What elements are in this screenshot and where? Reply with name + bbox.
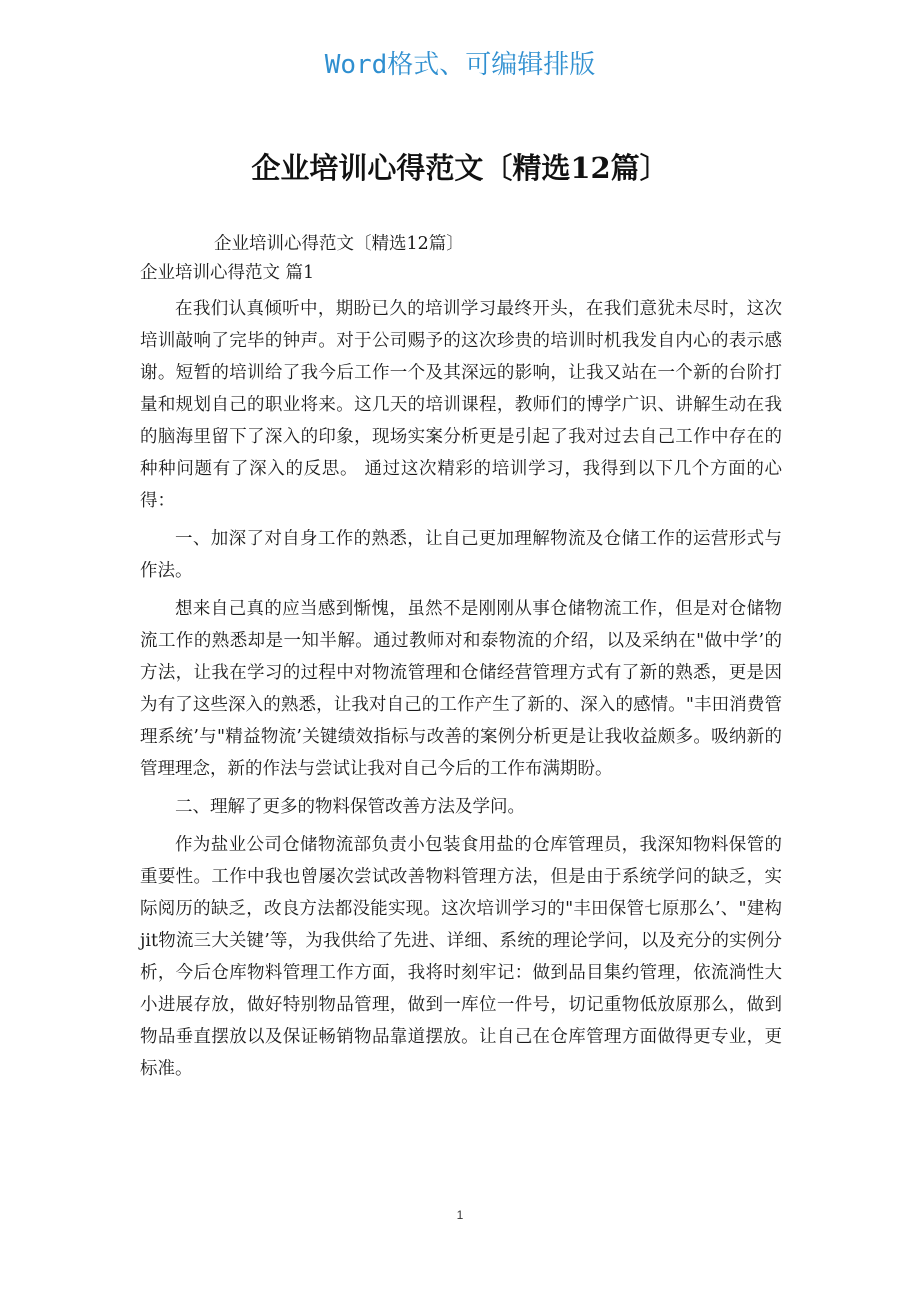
paragraph: 作为盐业公司仓储物流部负责小包装食用盐的仓库管理员，我深知物料保管的重要性。工作中我也曾屡次尝试改善物料管理方法，但是由于系统学问的缺乏，实际阅历的缺乏，改良方法都没能实现。这次培训学习的"丰田保管七原那么’、"建构jit物流三大关键’等，为我供给了先进、详细、系统的理论学问，以及充分的实例分析，今后仓库物料管理工作方面，我将时刻牢记：做到品目集约管理，依流淌性大小进展存放，做好特别物品管理，做到一库位一件号，切记重物低放原那么，做到物品垂直摆放以及保证畅销物品靠道摆放。让自己在仓库管理方面做得更专业，更标准。 (140, 835, 782, 1079)
document-subtitle: 企业培训心得范文〔精选12篇〕 (214, 234, 464, 254)
paragraph-heading-one: 一、加深了对自身工作的熟悉，让自己更加理解物流及仓储工作的运营形式与作法。 (140, 529, 782, 581)
document-body (140, 228, 782, 1091)
paragraph: 想来自己真的应当感到惭愧，虽然不是刚刚从事仓储物流工作，但是对仓储物流工作的熟悉却是一知半解。通过教师对和泰物流的介绍，以及采纳在"做中学’的方法，让我在学习的过程中对物流管理和仓储经营管理方式有了新的熟悉，更是因为有了这些深入的熟悉，让我对自己的工作产生了新的、深入的感情。"丰田消费管理系统’与"精益物流’关键绩效指标与改善的案例分析更是让我收益颇多。吸纳新的管理理念，新的作法与尝试让我对自己今后的工作布满期盼。 (140, 599, 782, 779)
paragraph-heading-two: 二、理解了更多的物料保管改善方法及学问。 (175, 797, 525, 817)
section-title: 企业培训心得范文 篇1 (140, 263, 315, 283)
header-banner: Word格式、可编辑排版 (324, 50, 596, 80)
page-number: 1 (456, 1208, 464, 1222)
document-title: 企业培训心得范文〔精选12篇〕 (251, 151, 669, 185)
paragraph: 在我们认真倾听中，期盼已久的培训学习最终开头，在我们意犹未尽时，这次培训敲响了完毕的钟声。对于公司赐予的这次珍贵的培训时机我发自内心的表示感谢。短暂的培训给了我今后工作一个及其深远的影响，让我又站在一个新的台阶打量和规划自己的职业将来。这几天的培训课程，教师们的博学广识、讲解生动在我的脑海里留下了深入的印象，现场实案分析更是引起了我对过去自己工作中存在的种种问题有了深入的反思。 通过这次精彩的培训学习，我得到以下几个方面的心得： (140, 299, 782, 511)
